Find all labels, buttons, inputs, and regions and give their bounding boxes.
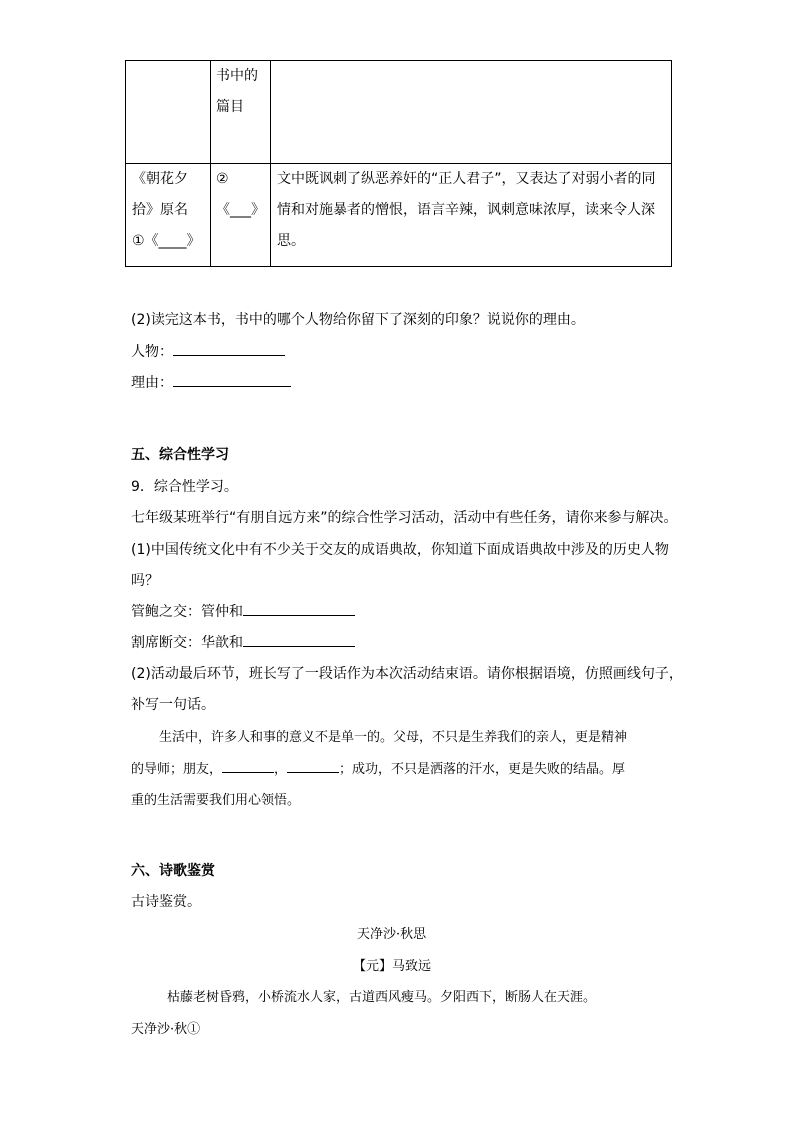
answer-blank-1[interactable]: 《____》: [144, 233, 201, 249]
table-cell-empty: [126, 61, 211, 164]
section6-intro: 古诗鉴赏。: [131, 894, 201, 910]
idiom-1-blank[interactable]: [243, 601, 355, 616]
q9-title: 9．综合性学习。: [131, 479, 238, 495]
book-info-table: [125, 60, 672, 267]
poem-text: 枯藤老树昏鸦，小桥流水人家，古道西风瘦马。夕阳西下，断肠人在天涯。: [167, 990, 597, 1005]
person-line: [131, 341, 285, 361]
idiom-1-line: [131, 601, 355, 621]
passage-blank-2[interactable]: [287, 758, 339, 773]
q9-sub1-line1: (1)中国传统文化中有不少关于交友的成语典故，你知道下面成语典故中涉及的历史人物: [131, 542, 669, 558]
passage-line2-c: ；成功，不只是洒落的汗水，更是失败的结晶。厚: [339, 762, 626, 777]
idiom-2-line: [131, 632, 355, 652]
person-label: 人物：: [131, 344, 173, 360]
idiom-1-text: 管鲍之交：管仲和: [131, 604, 243, 620]
passage-line2-a: 的导师；朋友，: [131, 762, 223, 777]
section5-heading: 五、综合性学习: [131, 447, 229, 463]
table-cell-chapter-blank: [211, 164, 271, 267]
table-cell-empty: [271, 61, 672, 164]
idiom-2-blank[interactable]: [243, 632, 355, 647]
q9-sub1-line2: 吗？: [131, 573, 159, 589]
table-row: [126, 164, 672, 267]
passage-line1: 生活中，许多人和事的意义不是单一的。父母，不只是生养我们的亲人，更是精神: [159, 730, 628, 745]
passage-line2-b: ，: [274, 762, 288, 777]
table-row: [126, 61, 672, 164]
answer-blank-2[interactable]: ②《___》: [216, 171, 265, 218]
table-cell-book-name: [126, 164, 211, 267]
reason-label: 理由：: [131, 375, 173, 391]
poem-title: 天净沙·秋思: [357, 927, 427, 942]
chapters-header-text: 书中的篇目: [216, 68, 258, 115]
idiom-2-text: 割席断交：华歆和: [131, 635, 243, 651]
book-original-name-text: 《朝花夕拾》原名: [132, 171, 188, 218]
chapter-description: 文中既讽刺了纵恶养奸的“正人君子”，又表达了对弱小者的同情和对施暴者的憎恨，语言辛辣，讽刺意味浓厚，读来令人深思。: [277, 171, 656, 249]
table-cell-description: [271, 164, 672, 267]
blank-number-1: ①: [132, 233, 145, 249]
q2-prompt: (2)读完这本书，书中的哪个人物给你留下了深刻的印象？说说你的理由。: [131, 312, 585, 328]
q9-sub2-line2: 补写一句话。: [131, 697, 215, 713]
passage-line2: [131, 758, 625, 777]
passage-blank-1[interactable]: [222, 758, 274, 773]
q9-sub2-line1: (2)活动最后环节，班长写了一段话作为本次活动结束语。请你根据语境，仿照画线句子，: [131, 666, 683, 682]
poem-author: 【元】马致远: [353, 959, 432, 974]
passage-line3: 重的生活需要我们用心领悟。: [131, 793, 301, 808]
reason-answer-blank[interactable]: [173, 372, 291, 387]
person-answer-blank[interactable]: [173, 341, 285, 356]
q9-intro: 七年级某班举行“有朋自远方来”的综合性学习活动，活动中有些任务，请你来参与解决。: [131, 510, 678, 526]
reason-line: [131, 372, 291, 392]
section6-heading: 六、诗歌鉴赏: [131, 863, 215, 879]
table-cell-chapters-header: [211, 61, 271, 164]
poem2-title: 天净沙·秋①: [131, 1022, 201, 1037]
